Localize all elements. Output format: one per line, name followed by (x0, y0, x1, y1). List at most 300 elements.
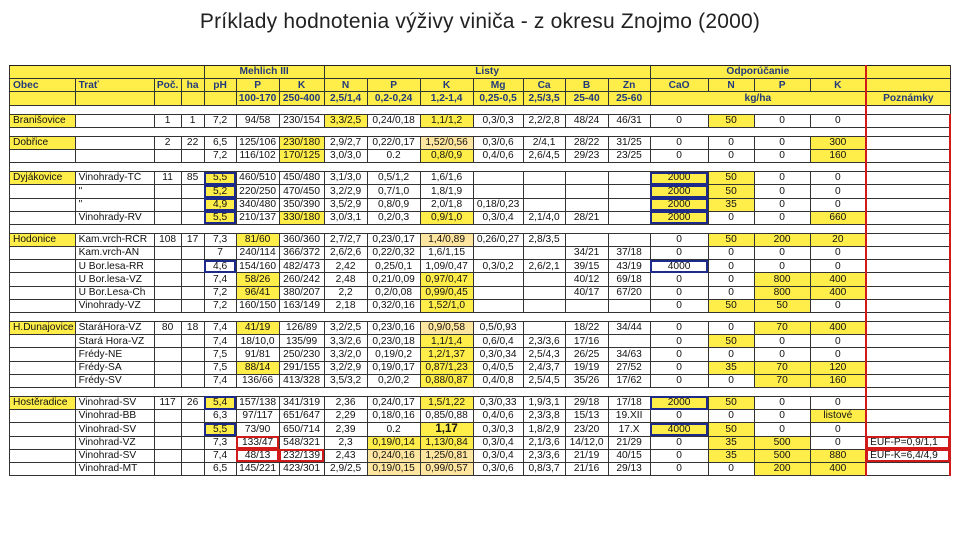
range-b: 25-40 (565, 92, 608, 105)
cell-k: 360/360 (279, 233, 324, 246)
cell-zn: 27/52 (608, 361, 650, 374)
header-group-odporucanie: Odporúčanie (650, 66, 866, 79)
cell-rk: 0 (810, 396, 866, 409)
cell-k: 291/155 (279, 361, 324, 374)
cell-rn: 0 (708, 462, 754, 475)
cell-rn: 0 (708, 273, 754, 286)
cell-ha (181, 273, 204, 286)
cell-note (866, 396, 950, 409)
cell-ha (181, 286, 204, 299)
cell-p: 157/138 (236, 396, 279, 409)
cell-rp: 0 (754, 185, 810, 198)
cell-trat: " (75, 198, 154, 211)
cell-lk: 1,2/1,37 (420, 348, 473, 361)
cell-b: 19/19 (565, 361, 608, 374)
cell-poc (154, 286, 181, 299)
cell-lk: 1,52/1,0 (420, 299, 473, 312)
cell-p: 97/117 (236, 410, 279, 423)
cell-p: 91/81 (236, 348, 279, 361)
cell-ln: 2,7/2,7 (324, 233, 367, 246)
cell-ln: 3,2/2,5 (324, 322, 367, 335)
cell-rp: 800 (754, 286, 810, 299)
cell-ca: 1,8/2,9 (523, 423, 565, 436)
cell-lk: 1,1/1,4 (420, 335, 473, 348)
cell-ha (181, 299, 204, 312)
cell-rp: 50 (754, 299, 810, 312)
cell-ph: 5,5 (204, 211, 236, 224)
cell-cao: 0 (650, 374, 708, 387)
cell-ph: 7,2 (204, 299, 236, 312)
header-empty-note (866, 66, 950, 79)
cell-lp: 0,18/0,16 (367, 410, 420, 423)
cell-poc: 117 (154, 396, 181, 409)
cell-obec (10, 335, 76, 348)
cell-rn: 50 (708, 396, 754, 409)
cell-ha (181, 247, 204, 260)
cell-note (866, 185, 950, 198)
cell-rk: 400 (810, 273, 866, 286)
cell-ha: 85 (181, 172, 204, 185)
cell-zn (608, 233, 650, 246)
cell-obec (10, 299, 76, 312)
cell-b: 29/23 (565, 149, 608, 162)
cell-obec (10, 211, 76, 224)
cell-ln: 3,2/2,9 (324, 185, 367, 198)
cell-ca: 2,5/4,3 (523, 348, 565, 361)
cell-rn: 0 (708, 348, 754, 361)
cell-b: 48/24 (565, 114, 608, 127)
header-group-mehlich: Mehlich III (204, 66, 324, 79)
cell-mg: 0,3/0,4 (473, 449, 523, 462)
cell-rn: 50 (708, 114, 754, 127)
cell-b: 23/20 (565, 423, 608, 436)
cell-lp: 0.2 (367, 149, 420, 162)
cell-ln: 3,5/2,9 (324, 198, 367, 211)
cell-b: 40/17 (565, 286, 608, 299)
cell-lk: 0,99/0,45 (420, 286, 473, 299)
cell-rp: 0 (754, 114, 810, 127)
cell-lk: 0,8/0,9 (420, 149, 473, 162)
cell-rk: 0 (810, 348, 866, 361)
cell-k: 413/328 (279, 374, 324, 387)
cell-obec (10, 185, 76, 198)
cell-ln: 3,2/2,9 (324, 361, 367, 374)
cell-ca: 0,8/3,7 (523, 462, 565, 475)
cell-rp: 0 (754, 172, 810, 185)
cell-rn: 0 (708, 149, 754, 162)
cell-rp: 70 (754, 374, 810, 387)
cell-rk: 0 (810, 436, 866, 449)
cell-p: 145/221 (236, 462, 279, 475)
cell-obec: Hostěradice (10, 396, 76, 409)
cell-cao: 0 (650, 462, 708, 475)
table-row (10, 396, 951, 409)
cell-cao: 0 (650, 136, 708, 149)
cell-mg: 0,3/0,6 (473, 136, 523, 149)
cell-b: 35/26 (565, 374, 608, 387)
cell-k: 380/207 (279, 286, 324, 299)
cell-obec (10, 260, 76, 273)
cell-ca: 2,3/3,8 (523, 410, 565, 423)
cell-trat: Kam.vrch-RČR (75, 233, 154, 246)
cell-ph: 7,5 (204, 361, 236, 374)
cell-rn: 35 (708, 198, 754, 211)
cell-ca: 2,4/3,7 (523, 361, 565, 374)
cell-rk: 400 (810, 286, 866, 299)
cell-mg: 0,3/0,3 (473, 423, 523, 436)
cell-ca: 2,2/2,8 (523, 114, 565, 127)
cell-rk: 0 (810, 299, 866, 312)
cell-rp: 500 (754, 436, 810, 449)
cell-poc (154, 185, 181, 198)
header-cao: CaO (650, 79, 708, 92)
cell-b (565, 198, 608, 211)
cell-p: 136/66 (236, 374, 279, 387)
cell-k: 163/149 (279, 299, 324, 312)
cell-trat: U Bor.Lesa-Ch (75, 286, 154, 299)
nutrition-table-wrapper (9, 65, 951, 476)
cell-ln: 2,36 (324, 396, 367, 409)
cell-note (866, 335, 950, 348)
cell-trat: U Bor.lesa-VZ (75, 273, 154, 286)
cell-cao: 2000 (650, 396, 708, 409)
cell-note (866, 348, 950, 361)
cell-b: 21/16 (565, 462, 608, 475)
spacer-cell (866, 163, 950, 172)
cell-p: 160/150 (236, 299, 279, 312)
cell-cao: 0 (650, 410, 708, 423)
table-row (10, 374, 951, 387)
cell-rk: 300 (810, 136, 866, 149)
header-leaf-n: N (324, 79, 367, 92)
cell-k: 450/480 (279, 172, 324, 185)
cell-lp: 0,22/0,17 (367, 136, 420, 149)
cell-rp: 0 (754, 410, 810, 423)
header-row-ranges (10, 92, 951, 105)
cell-obec (10, 423, 76, 436)
cell-poc (154, 410, 181, 423)
header-poznamky (866, 79, 950, 92)
cell-ca: 1,9/3,1 (523, 396, 565, 409)
cell-mg: 0,4/0,6 (473, 410, 523, 423)
cell-trat: U Bor.lesa-RR (75, 260, 154, 273)
cell-note: EUF-P=0,9/1,1 (866, 436, 950, 449)
cell-obec (10, 286, 76, 299)
cell-lp: 0,25/0,1 (367, 260, 420, 273)
spacer-cell (10, 163, 867, 172)
spacer-cell (866, 313, 950, 322)
cell-rk: 0 (810, 172, 866, 185)
cell-ph: 7,4 (204, 273, 236, 286)
cell-p: 154/160 (236, 260, 279, 273)
cell-ln: 2,39 (324, 423, 367, 436)
cell-obec: Branišovice (10, 114, 76, 127)
cell-lp: 0,2/0,08 (367, 286, 420, 299)
cell-note (866, 299, 950, 312)
cell-mg: 0,4/0,8 (473, 374, 523, 387)
cell-obec (10, 462, 76, 475)
range-leaf-n: 2,5/1,4 (324, 92, 367, 105)
table-row (10, 273, 951, 286)
cell-rn: 35 (708, 361, 754, 374)
cell-k: 650/714 (279, 423, 324, 436)
cell-lk: 1,1/1,2 (420, 114, 473, 127)
cell-b (565, 185, 608, 198)
cell-mg: 0,4/0,6 (473, 149, 523, 162)
cell-cao: 0 (650, 114, 708, 127)
cell-k: 135/99 (279, 335, 324, 348)
cell-b: 39/15 (565, 260, 608, 273)
cell-p: 96/41 (236, 286, 279, 299)
cell-k: 126/89 (279, 322, 324, 335)
cell-ha: 18 (181, 322, 204, 335)
cell-poc: 80 (154, 322, 181, 335)
table-row (10, 136, 951, 149)
cell-cao: 0 (650, 335, 708, 348)
cell-cao: 2000 (650, 185, 708, 198)
cell-mg (473, 185, 523, 198)
cell-mg: 0,18/0,23 (473, 198, 523, 211)
cell-mg: 0,3/0,4 (473, 436, 523, 449)
cell-obec: Dyjákovice (10, 172, 76, 185)
cell-rn: 50 (708, 423, 754, 436)
cell-ph: 6,5 (204, 462, 236, 475)
cell-lp: 0,24/0,18 (367, 114, 420, 127)
cell-lk: 0,87/1,23 (420, 361, 473, 374)
cell-ln: 2,6/2,6 (324, 247, 367, 260)
cell-rk: 0 (810, 335, 866, 348)
cell-cao: 0 (650, 436, 708, 449)
cell-b: 40/12 (565, 273, 608, 286)
cell-ph: 7,4 (204, 335, 236, 348)
cell-trat: Frédy-SA (75, 361, 154, 374)
cell-rn: 0 (708, 374, 754, 387)
cell-ln: 3,0/3,0 (324, 149, 367, 162)
table-row (10, 348, 951, 361)
cell-poc (154, 374, 181, 387)
cell-p: 73/90 (236, 423, 279, 436)
cell-lp: 0,19/0,15 (367, 462, 420, 475)
cell-lp: 0,23/0,16 (367, 322, 420, 335)
spacer-row (10, 313, 951, 322)
cell-ph: 7,2 (204, 286, 236, 299)
cell-ha (181, 361, 204, 374)
cell-zn: 31/25 (608, 136, 650, 149)
cell-b: 28/21 (565, 211, 608, 224)
header-mg: Mg (473, 79, 523, 92)
cell-lk: 1,25/0,81 (420, 449, 473, 462)
cell-k: 170/125 (279, 149, 324, 162)
cell-ph: 7 (204, 247, 236, 260)
cell-lp: 0,5/1,2 (367, 172, 420, 185)
cell-k: 250/230 (279, 348, 324, 361)
cell-p: 220/250 (236, 185, 279, 198)
cell-ha (181, 198, 204, 211)
spacer-row (10, 163, 951, 172)
cell-lk: 1,17 (420, 423, 473, 436)
cell-ph: 7,5 (204, 348, 236, 361)
cell-rk: 120 (810, 361, 866, 374)
cell-zn: 17/62 (608, 374, 650, 387)
cell-k: 260/242 (279, 273, 324, 286)
cell-rk: 160 (810, 374, 866, 387)
cell-poc (154, 462, 181, 475)
header-row-columns (10, 79, 951, 92)
cell-poc (154, 149, 181, 162)
cell-zn: 34/44 (608, 322, 650, 335)
header-ca: Ca (523, 79, 565, 92)
cell-zn: 69/18 (608, 273, 650, 286)
cell-rk: 0 (810, 260, 866, 273)
range-p: 100-170 (236, 92, 279, 105)
cell-lp: 0,23/0,17 (367, 233, 420, 246)
cell-poc (154, 361, 181, 374)
cell-poc: 11 (154, 172, 181, 185)
table-row (10, 423, 951, 436)
cell-mg: 0,4/0,5 (473, 361, 523, 374)
cell-zn (608, 299, 650, 312)
header-rec-p: P (754, 79, 810, 92)
cell-zn: 17.X (608, 423, 650, 436)
cell-k: 651/647 (279, 410, 324, 423)
cell-poc (154, 423, 181, 436)
table-row (10, 299, 951, 312)
cell-ha: 22 (181, 136, 204, 149)
cell-ph: 7,4 (204, 322, 236, 335)
cell-p: 210/137 (236, 211, 279, 224)
cell-lp: 0,7/1,0 (367, 185, 420, 198)
spacer-row (10, 224, 951, 233)
cell-mg: 0,26/0,27 (473, 233, 523, 246)
cell-obec (10, 198, 76, 211)
cell-p: 58/26 (236, 273, 279, 286)
cell-rp: 0 (754, 198, 810, 211)
cell-ph: 6,5 (204, 136, 236, 149)
cell-b (565, 299, 608, 312)
cell-lp: 0,21/0,09 (367, 273, 420, 286)
cell-poc: 2 (154, 136, 181, 149)
cell-obec (10, 247, 76, 260)
cell-mg (473, 286, 523, 299)
cell-zn: 46/31 (608, 114, 650, 127)
nutrition-table (9, 65, 951, 476)
cell-lk: 0,99/0,57 (420, 462, 473, 475)
cell-trat: " (75, 185, 154, 198)
cell-note (866, 136, 950, 149)
cell-k: 330/180 (279, 211, 324, 224)
cell-rn: 0 (708, 410, 754, 423)
cell-b: 14/12,0 (565, 436, 608, 449)
cell-ca (523, 286, 565, 299)
cell-ha (181, 423, 204, 436)
table-row (10, 211, 951, 224)
cell-b: 28/22 (565, 136, 608, 149)
cell-note (866, 260, 950, 273)
cell-rp: 0 (754, 247, 810, 260)
range-zn: 25-60 (608, 92, 650, 105)
table-row (10, 410, 951, 423)
cell-zn (608, 185, 650, 198)
cell-rk: 160 (810, 149, 866, 162)
cell-trat: Vinohrad-BB (75, 410, 154, 423)
table-row (10, 185, 951, 198)
cell-obec (10, 348, 76, 361)
table-row (10, 198, 951, 211)
cell-lp: 0,19/0,14 (367, 436, 420, 449)
cell-k: 366/372 (279, 247, 324, 260)
cell-lp: 0,24/0,16 (367, 449, 420, 462)
cell-lk: 1,13/0,84 (420, 436, 473, 449)
cell-rk: 880 (810, 449, 866, 462)
cell-b: 17/16 (565, 335, 608, 348)
cell-rp: 70 (754, 361, 810, 374)
cell-ph: 7,2 (204, 114, 236, 127)
cell-rn: 0 (708, 211, 754, 224)
cell-trat: Vinohrady-RV (75, 211, 154, 224)
cell-ln: 3,3/2,5 (324, 114, 367, 127)
table-row (10, 149, 951, 162)
cell-ph: 6,3 (204, 410, 236, 423)
cell-mg: 0,6/0,4 (473, 335, 523, 348)
cell-ph: 7,4 (204, 449, 236, 462)
cell-trat: Frédy-SV (75, 374, 154, 387)
range-mg: 0,25-0,5 (473, 92, 523, 105)
cell-k: 230/180 (279, 136, 324, 149)
cell-note (866, 374, 950, 387)
cell-trat (75, 149, 154, 162)
table-row (10, 462, 951, 475)
cell-lp: 0,19/0,17 (367, 361, 420, 374)
cell-trat: Vinohrad-SV (75, 449, 154, 462)
cell-rn: 35 (708, 449, 754, 462)
cell-lk: 0,9/0,58 (420, 322, 473, 335)
cell-rn: 50 (708, 299, 754, 312)
cell-rk: 0 (810, 247, 866, 260)
cell-mg: 0,5/0,93 (473, 322, 523, 335)
cell-obec (10, 374, 76, 387)
cell-trat: Vinohrad-SV (75, 423, 154, 436)
cell-k: 350/390 (279, 198, 324, 211)
cell-ph: 5,5 (204, 172, 236, 185)
cell-trat (75, 136, 154, 149)
cell-ph: 4,9 (204, 198, 236, 211)
cell-ph: 7,4 (204, 374, 236, 387)
cell-p: 116/102 (236, 149, 279, 162)
cell-poc (154, 198, 181, 211)
header-trat: Trať (75, 79, 154, 92)
cell-b: 34/21 (565, 247, 608, 260)
header-row-groups (10, 66, 951, 79)
cell-rn: 0 (708, 260, 754, 273)
cell-k: 482/473 (279, 260, 324, 273)
cell-k: 470/450 (279, 185, 324, 198)
cell-poc (154, 449, 181, 462)
cell-poc: 1 (154, 114, 181, 127)
cell-trat: Stará Hora-VZ (75, 335, 154, 348)
cell-ca: 2,3/3,6 (523, 335, 565, 348)
cell-poc (154, 273, 181, 286)
cell-cao: 0 (650, 233, 708, 246)
header-empty (10, 66, 205, 79)
cell-ln: 2,43 (324, 449, 367, 462)
cell-ha (181, 185, 204, 198)
cell-p: 94/58 (236, 114, 279, 127)
cell-lk: 1,6/1,15 (420, 247, 473, 260)
cell-rn: 35 (708, 436, 754, 449)
cell-ph: 7,2 (204, 149, 236, 162)
cell-mg (473, 247, 523, 260)
cell-trat: Frédy-NE (75, 348, 154, 361)
